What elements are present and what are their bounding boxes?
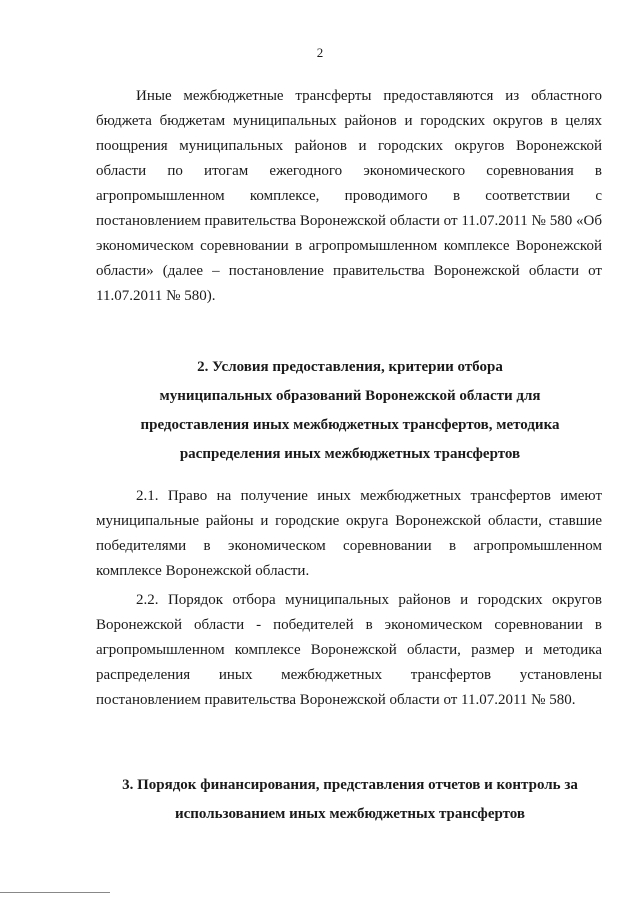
scan-edge-line <box>0 892 110 893</box>
page-number: 2 <box>316 45 324 60</box>
section-3-heading: 3. Порядок финансирования, представления отчетов и контроль за использованием иных межбюджетных трансфертов <box>122 777 578 822</box>
section-2-heading: 2. Условия предоставления, критерии отбора муниципальных образований Воронежской области для предоставления иных межбюджетных трансфертов, методика распределения иных межбюджетных трансфертов <box>140 359 560 462</box>
section-2-paragraph-2: 2.2. Порядок отбора муниципальных районов и городских округов Воронежской области - победителей в экономическом соревновании в агропромышленном комплексе Воронежской области, размер и методика распределения иных межбюджетных трансфертов установлены постановлением правительства Воронежской области от 11.07.2011 № 580. <box>96 592 602 708</box>
intro-paragraph: Иные межбюджетные трансферты предоставляются из областного бюджета бюджетам муниципальных районов и городских округов в целях поощрения муниципальных районов и городских округов Воронежской области по итогам ежегодного экономического соревнования в агропромышленном комплексе, проводимого в соответствии с постановлением правительства Воронежской области от 11.07.2011 № 580 «Об экономическом соревновании в агропромышленном комплексе Воронежской области» (далее – постановление правительства Воронежской области от 11.07.2011 № 580). <box>96 88 602 304</box>
section-2-paragraph-1: 2.1. Право на получение иных межбюджетных трансфертов имеют муниципальные районы и городские округа Воронежской области, ставшие победителями в экономическом соревновании в агропромышленном комплексе Воронежской области. <box>96 488 602 579</box>
